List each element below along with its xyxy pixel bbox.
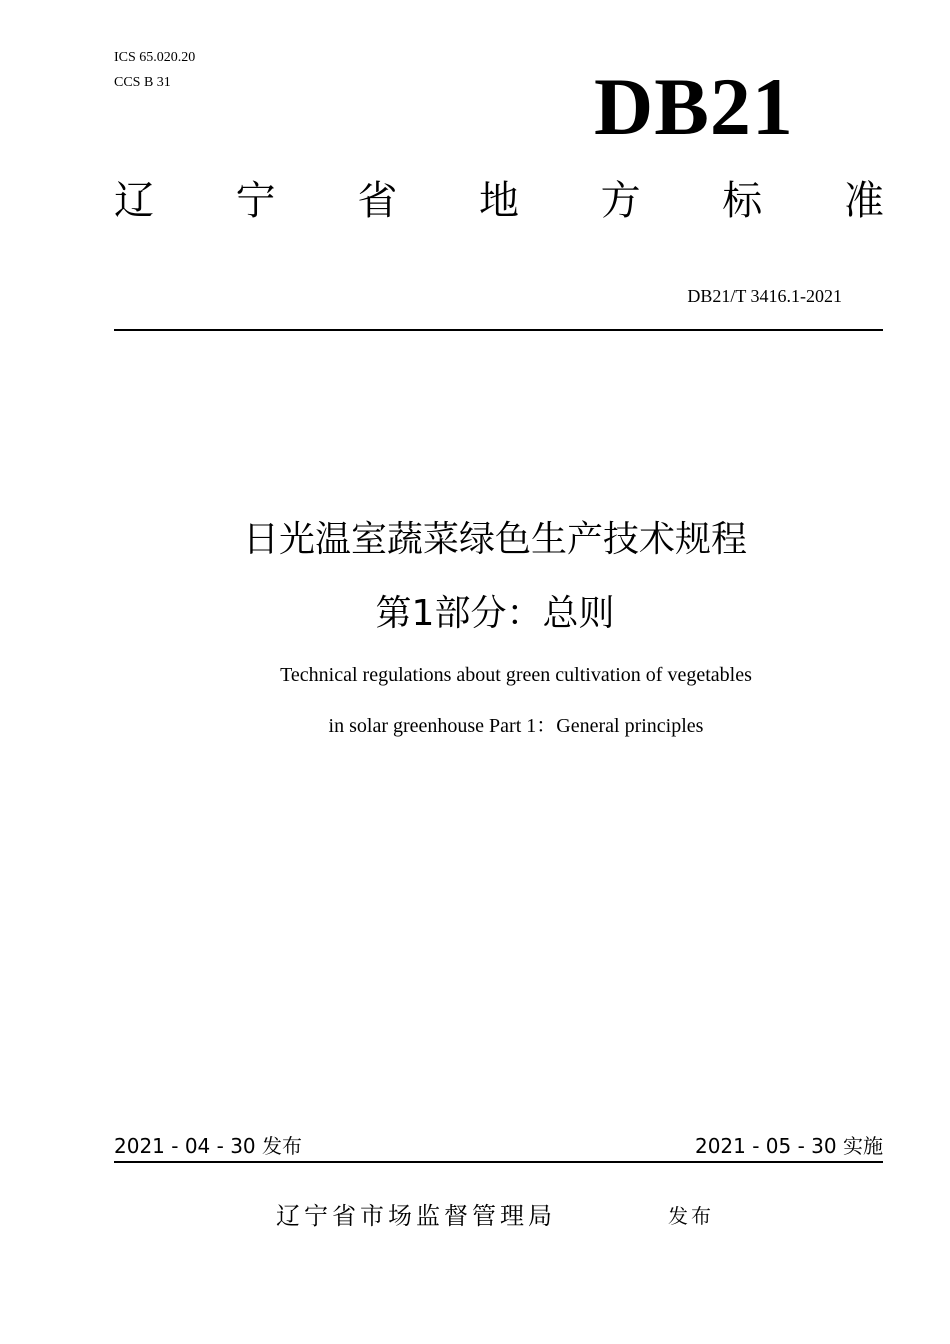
db21-logo: DB21 (594, 61, 794, 152)
chinese-title: 日光温室蔬菜绿色生产技术规程 (242, 519, 747, 560)
standard-type-char: 省 (357, 178, 398, 224)
chinese-subtitle: 第1部分：总则 (375, 593, 615, 634)
standard-number: DB21/T 3416.1-2021 (687, 286, 842, 306)
implementation-date: 2021 - 05 - 30 实施 (694, 1134, 883, 1158)
issue-date: 2021 - 04 - 30 发布 (114, 1134, 303, 1158)
standard-type-char: 方 (600, 178, 641, 224)
top-divider (114, 329, 883, 331)
ics-code: ICS 65.020.20 (114, 50, 196, 65)
standard-type-char: 准 (843, 178, 884, 224)
bottom-divider (114, 1161, 883, 1163)
issuing-authority: 辽宁省市场监督管理局 (276, 1202, 556, 1230)
english-title-line-1: Technical regulations about green cultivation of vegetables (280, 664, 752, 686)
standard-type-char: 宁 (235, 178, 276, 224)
issue-label: 发布 (668, 1204, 714, 1228)
ccs-code: CCS B 31 (114, 75, 171, 90)
standard-type-char: 辽 (114, 178, 154, 224)
standard-type-char: 地 (478, 178, 519, 224)
english-title-line-2: in solar greenhouse Part 1：General principles (328, 715, 704, 737)
standard-type-char: 标 (722, 178, 763, 224)
standard-type-heading (114, 175, 884, 227)
